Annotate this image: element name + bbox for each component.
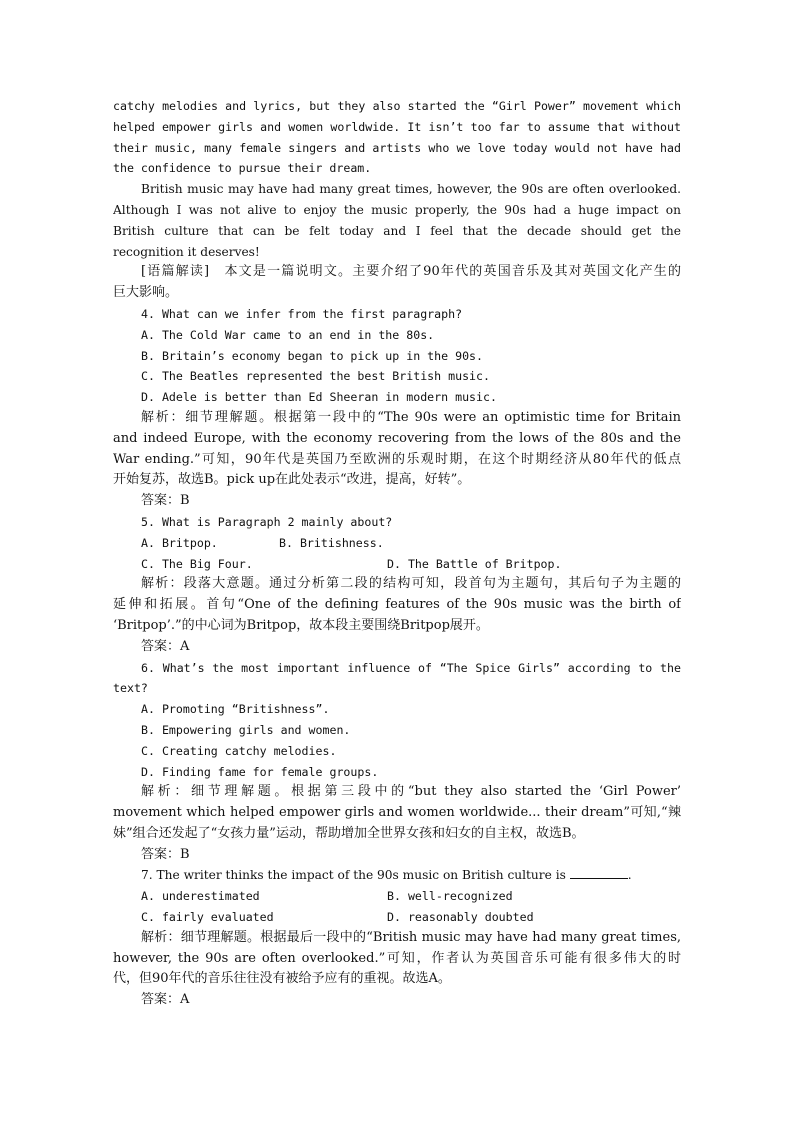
answer-blank <box>570 865 628 879</box>
question-7-stem-row <box>113 865 681 886</box>
question-7-options-row <box>113 907 681 928</box>
question-6-answer: 答案：B <box>141 846 190 862</box>
question-6-explanation: movement which helped empower girls and women worldwide... their dream”可知,“辣 <box>113 805 681 821</box>
question-4-option-c: C. The Beatles represented the best British music. <box>141 369 491 384</box>
passage-line: their music, many female singers and artists who we love today would not have had <box>113 140 681 155</box>
question-6-explanation: 妹”组合还发起了“女孩力量”运动，帮助增加全世界女孩和妇女的自主权，故选B。 <box>113 825 585 841</box>
question-5-explanation: ‘Britpop’.”的中心词为Britpop，故本段主要围绕Britpop展开。 <box>113 617 489 633</box>
question-7-explanation: however, the 90s are often overlooked.”可知，作者认为英国音乐可能有很多伟大的时 <box>113 950 681 966</box>
question-4-option-b: B. Britain’s economy began to pick up in the 90s. <box>141 348 484 363</box>
question-7-option-d: D. reasonably doubted <box>387 910 534 925</box>
question-7-options-row <box>113 886 681 907</box>
question-7-option-b: B. well-recognized <box>387 889 513 904</box>
question-5-option-b: B. Britishness. <box>279 535 384 550</box>
question-4-explanation: War ending.”可知，90年代是英国乃至欧洲的乐观时期，在这个时期经济从80年代的低点 <box>113 451 681 467</box>
question-7-explanation: 代，但90年代的音乐往往没有被给予应有的重视。故选A。 <box>113 971 451 987</box>
question-4-explanation: and indeed Europe, with the economy recovering from the lows of the 80s and the <box>113 430 681 446</box>
passage-line: British culture that can be felt today and I feel that the decade should get the <box>113 223 681 238</box>
question-5-stem: 5. What is Paragraph 2 mainly about? <box>141 514 393 529</box>
question-6-stem: text? <box>113 681 148 696</box>
question-4-explanation: 开始复苏，故选B。pick up在此处表示“改进，提高，好转”。 <box>113 472 471 488</box>
question-6-explanation: 解析：细节理解题。根据第三段中的“but they also started the ‘Girl Power’ <box>141 784 681 800</box>
question-4-stem: 4. What can we infer from the first paragraph? <box>141 306 463 321</box>
question-7-answer: 答案：A <box>141 992 190 1008</box>
question-5-answer: 答案：A <box>141 638 190 654</box>
question-4-option-d: D. Adele is better than Ed Sheeran in modern music. <box>141 390 497 405</box>
passage-analysis: 巨大影响。 <box>113 285 179 301</box>
question-6-option-b: B. Empowering girls and women. <box>141 722 351 737</box>
question-6-option-d: D. Finding fame for female groups. <box>141 764 379 779</box>
question-5-options-row <box>113 533 681 554</box>
question-7-option-c: C. fairly evaluated <box>141 910 274 925</box>
question-6-stem: 6. What’s the most important influence of “The Spice Girls” according to the <box>141 660 681 675</box>
question-4-explanation: 解析：细节理解题。根据第一段中的“The 90s were an optimistic time for Britain <box>141 409 681 425</box>
question-7-stem: 7. The writer thinks the impact of the 90s music on British culture is <box>141 868 566 883</box>
question-5-option-a: A. Britpop. <box>141 535 218 550</box>
passage-line: Although I was not alive to enjoy the music properly, the 90s had a huge impact on <box>113 202 681 217</box>
passage-line: catchy melodies and lyrics, but they also started the “Girl Power” movement which <box>113 99 681 113</box>
question-7-stem-end: . <box>627 868 632 883</box>
passage-line: British music may have had many great times, however, the 90s are often overlooked. <box>141 182 681 197</box>
question-4-option-a: A. The Cold War came to an end in the 80s. <box>141 327 435 342</box>
question-5-explanation: 解析：段落大意题。通过分析第二段的结构可知，段首句为主题句，其后句子为主题的 <box>141 576 681 592</box>
question-7-explanation: 解析：细节理解题。根据最后一段中的“British music may have had many great times, <box>141 929 681 945</box>
passage-line: helped empower girls and women worldwide. It isn’t too far to assume that without <box>113 119 681 134</box>
question-6-option-a: A. Promoting “Britishness”. <box>141 702 330 717</box>
question-7-option-a: A. underestimated <box>141 889 260 904</box>
passage-line: the confidence to pursue their dream. <box>113 161 372 176</box>
question-5-options-row <box>113 554 681 575</box>
question-6-option-c: C. Creating catchy melodies. <box>141 743 337 758</box>
question-4-answer: 答案：B <box>141 493 190 509</box>
question-5-explanation: 延伸和拓展。首句“One of the defining features of the 90s music was the birth of <box>113 597 681 613</box>
passage-line: recognition it deserves! <box>113 244 260 259</box>
passage-analysis: [语篇解读] 本文是一篇说明文。主要介绍了90年代的英国音乐及其对英国文化产生的 <box>141 264 681 280</box>
page-content <box>113 96 681 1011</box>
question-5-option-d: D. The Battle of Britpop. <box>387 556 562 571</box>
question-5-option-c: C. The Big Four. <box>141 556 253 571</box>
